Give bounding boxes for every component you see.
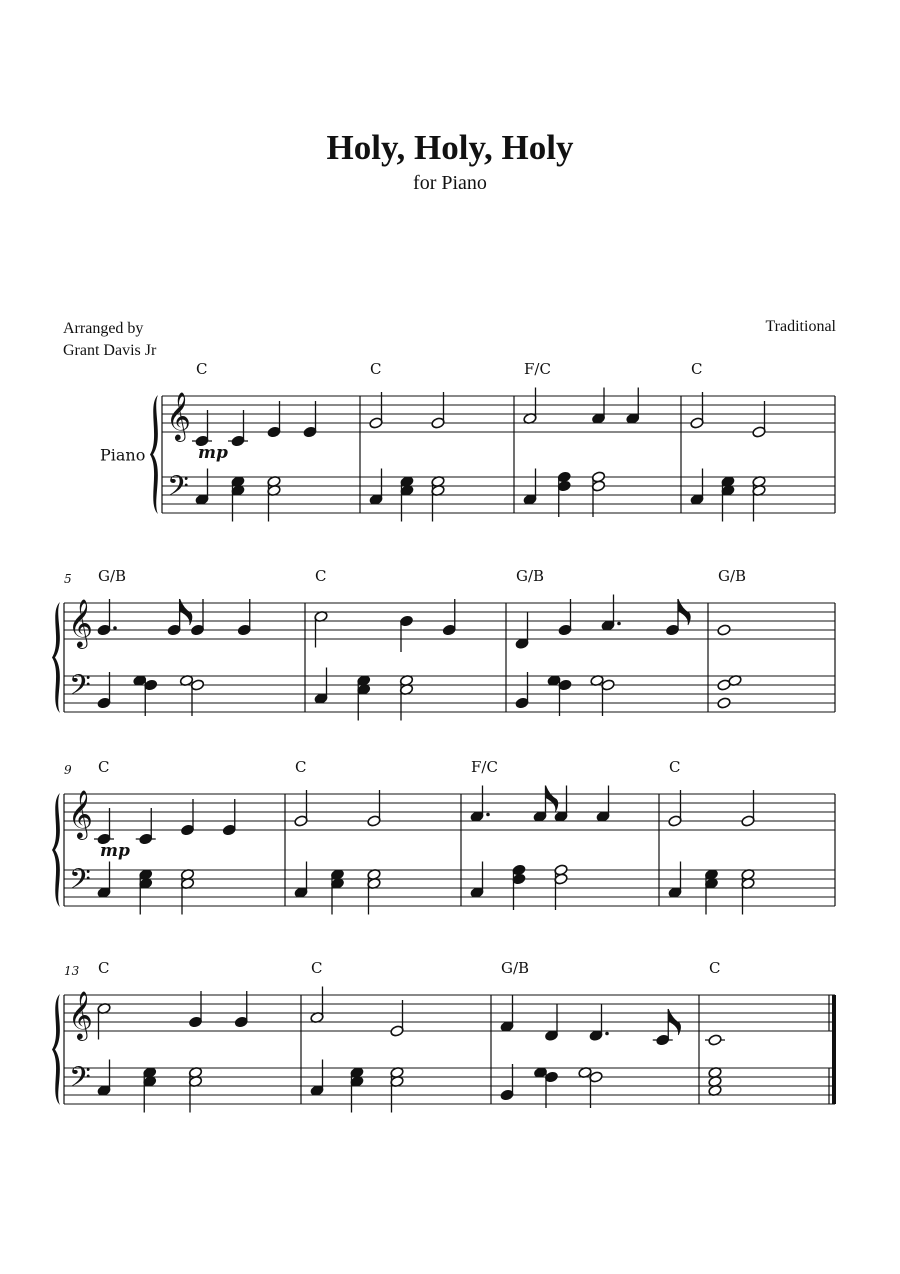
- chord-symbol: C: [196, 360, 208, 378]
- instrument-label: Piano: [100, 445, 146, 465]
- arranger-label: Arranged by: [63, 320, 144, 337]
- brace: [52, 793, 60, 907]
- chord-symbol: G/B: [501, 959, 530, 977]
- bass-clef-icon: 𝄢: [69, 1061, 91, 1101]
- bass-clef-icon: 𝄢: [167, 470, 189, 510]
- bass-clef-icon: 𝄢: [69, 863, 91, 903]
- dynamic-marking: mp: [100, 841, 130, 861]
- note-head: [708, 1034, 722, 1046]
- treble-clef-icon: 𝄞: [68, 598, 93, 647]
- score-title: Holy, Holy, Holy: [326, 128, 574, 167]
- note-head: [717, 624, 731, 636]
- chord-symbol: C: [311, 959, 323, 977]
- bass-clef-icon: 𝄢: [69, 669, 91, 709]
- chord-symbol: C: [98, 959, 110, 977]
- measure-number: 5: [64, 572, 72, 586]
- chord-symbol: C: [709, 959, 721, 977]
- measure-number: 9: [64, 763, 72, 777]
- brace: [150, 395, 158, 514]
- chord-symbol: C: [315, 567, 327, 585]
- dot: [617, 622, 621, 626]
- chord-symbol: C: [691, 360, 703, 378]
- score-subtitle: for Piano: [413, 172, 487, 194]
- treble-clef-icon: 𝄞: [68, 990, 93, 1039]
- dot: [605, 1032, 609, 1036]
- composer-credit: Traditional: [765, 318, 836, 335]
- final-barline: [832, 995, 836, 1104]
- treble-clef-icon: 𝄞: [166, 391, 191, 440]
- brace: [52, 602, 60, 713]
- chord-symbol: F/C: [524, 360, 551, 378]
- chord-symbol: C: [669, 758, 681, 776]
- chord-symbol: C: [370, 360, 382, 378]
- treble-clef-icon: 𝄞: [68, 789, 93, 838]
- chord-symbol: G/B: [98, 567, 127, 585]
- chord-symbol: F/C: [471, 758, 498, 776]
- flag: [546, 786, 558, 812]
- dynamic-marking: mp: [198, 443, 228, 463]
- dot: [113, 626, 117, 630]
- chord-symbol: C: [295, 758, 307, 776]
- chord-symbol: C: [98, 758, 110, 776]
- note-head: [717, 697, 731, 709]
- brace: [52, 994, 60, 1105]
- chord-symbol: G/B: [718, 567, 747, 585]
- measure-number: 13: [64, 964, 80, 978]
- chord-symbol: G/B: [516, 567, 545, 585]
- arranger-name: Grant Davis Jr: [63, 342, 157, 359]
- dot: [486, 813, 490, 817]
